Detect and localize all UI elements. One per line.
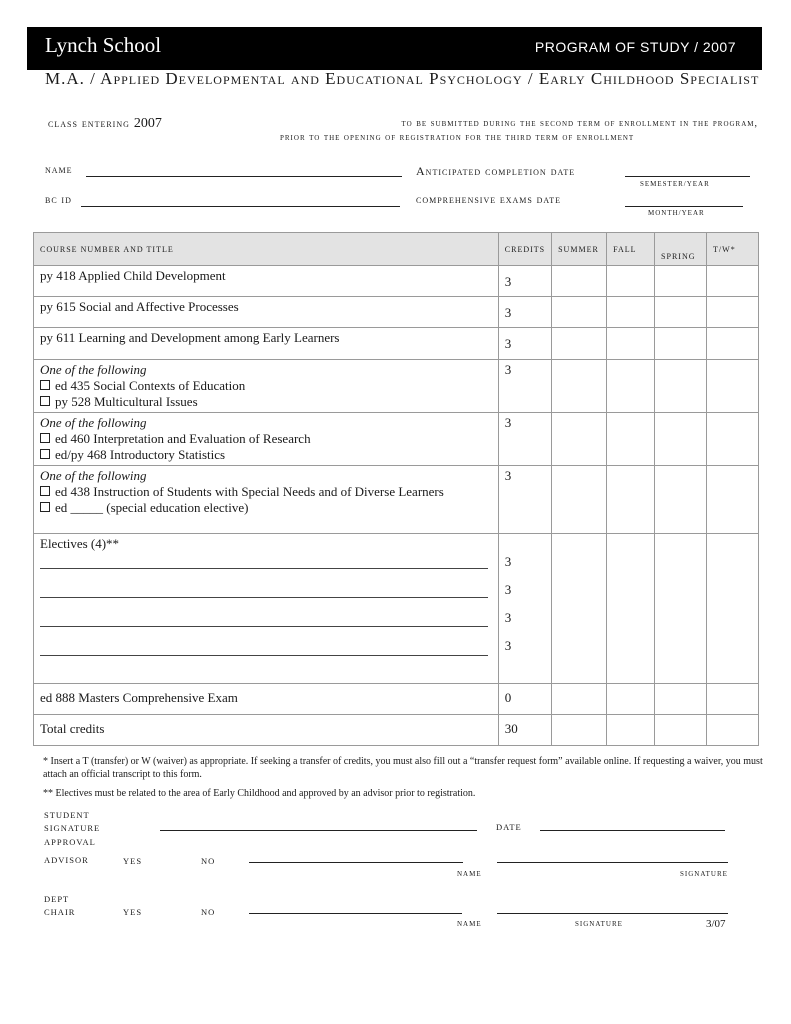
header-summer: SUMMER [552,233,607,266]
tw-cell[interactable] [707,360,759,413]
checkbox-icon[interactable] [40,433,50,443]
tw-cell[interactable] [707,534,759,684]
footnote-electives: ** Electives must be related to the area of Early Childhood and approved by an advisor prior to registration. [43,788,476,799]
elective-credits: 3 [504,554,512,569]
program-label: PROGRAM OF STUDY / 2007 [534,39,736,55]
choice-group [34,360,499,413]
class-entering-year: 2007 [133,116,162,131]
table-row [34,266,759,297]
checkbox-icon[interactable] [40,449,50,459]
dept-yes[interactable]: YES [123,907,143,917]
spring-cell[interactable] [655,466,707,534]
advisor-signature-field[interactable] [497,862,728,863]
summer-cell[interactable] [552,534,607,684]
tw-cell[interactable] [707,266,759,297]
submission-line-2: prior to the opening of registration for the third term of enrollment [280,132,635,143]
total-credits: 30 [498,715,551,746]
elective-credits: 3 [504,582,512,597]
table-row [34,297,759,328]
elective-field[interactable] [40,581,488,598]
table-header-row [34,233,759,266]
date-field[interactable] [540,830,725,831]
checkbox-icon[interactable] [40,380,50,390]
spring-cell[interactable] [655,684,707,715]
summer-cell[interactable] [552,715,607,746]
bcid-field[interactable] [81,206,400,207]
dept-name-field[interactable] [249,913,462,914]
advisor-label: ADVISOR [44,855,89,865]
option-label: ed 460 Interpretation and Evaluation of Research [55,431,311,446]
elective-credits: 3 [504,638,512,653]
header-fall: FALL [607,233,655,266]
choice-group [34,466,499,534]
spring-cell[interactable] [655,360,707,413]
summer-cell[interactable] [552,413,607,466]
student-signature-field[interactable] [160,830,477,831]
spring-cell[interactable] [655,534,707,684]
page-header [27,27,762,70]
elective-field[interactable] [40,639,488,656]
exams-label: comprehensive exams date [416,194,562,206]
choice-option[interactable] [40,447,492,463]
fall-cell[interactable] [607,328,655,360]
header-tw: T/W* [707,233,759,266]
header-credits: CREDITS [498,233,551,266]
spring-cell[interactable] [655,297,707,328]
fall-cell[interactable] [607,360,655,413]
credits-cell [498,534,551,684]
fall-cell[interactable] [607,534,655,684]
total-label: Total credits [34,715,499,746]
completion-label: Anticipated completion date [416,164,576,178]
summer-cell[interactable] [552,360,607,413]
dept-no[interactable]: NO [201,907,216,917]
credits-cell: 3 [498,360,551,413]
elective-field[interactable] [40,552,488,569]
dept-signature-caption: SIGNATURE [575,920,623,928]
advisor-yes[interactable]: YES [123,856,143,866]
course-cell: py 615 Social and Affective Processes [34,297,499,328]
tw-cell[interactable] [707,413,759,466]
submission-instructions [278,117,758,145]
header-spring: SPRING [655,233,707,266]
checkbox-icon[interactable] [40,502,50,512]
submission-line-1: to be submitted during the second term of enrollment in the program, [401,118,758,129]
course-cell: ed 888 Masters Comprehensive Exam [34,684,499,715]
table-row [34,328,759,360]
exam-row [34,684,759,715]
credits-cell: 0 [498,684,551,715]
course-cell: py 418 Applied Child Development [34,266,499,297]
dept-label-line: DEPT [44,894,70,904]
class-entering-label: class entering [48,116,130,130]
tw-cell[interactable] [707,684,759,715]
spring-cell[interactable] [655,328,707,360]
checkbox-icon[interactable] [40,396,50,406]
tw-cell[interactable] [707,328,759,360]
choice-group [34,413,499,466]
summer-cell[interactable] [552,684,607,715]
choice-option[interactable] [40,394,492,410]
option-label: ed 438 Instruction of Students with Special Needs and of Diverse Learners [55,484,444,499]
choice-row [34,413,759,466]
dept-signature-field[interactable] [497,913,728,914]
advisor-no[interactable]: NO [201,856,216,866]
chair-label-line: CHAIR [44,907,76,917]
tw-cell[interactable] [707,715,759,746]
spring-cell[interactable] [655,715,707,746]
signature-label-line: SIGNATURE [44,823,101,833]
footnotes [43,755,778,800]
choice-heading: One of the following [40,468,147,483]
advisor-signature-caption: SIGNATURE [680,870,728,878]
checkbox-icon[interactable] [40,486,50,496]
exams-date-field[interactable] [625,206,743,207]
approval-label: APPROVAL [44,837,96,847]
electives-label: Electives (4)** [40,536,120,551]
credits-cell: 3 [498,466,551,534]
choice-row [34,360,759,413]
exams-caption: MONTH/YEAR [648,209,705,217]
fall-cell[interactable] [607,715,655,746]
dept-chair-label [44,893,75,919]
fall-cell[interactable] [607,266,655,297]
spring-cell[interactable] [655,413,707,466]
choice-heading: One of the following [40,415,147,430]
elective-credits: 3 [504,610,512,625]
tw-cell[interactable] [707,297,759,328]
fall-cell[interactable] [607,684,655,715]
summer-cell[interactable] [552,466,607,534]
electives-cell [34,534,499,684]
choice-option[interactable] [40,484,492,500]
class-entering [48,114,162,132]
date-label: DATE [496,822,522,832]
option-label: ed/py 468 Introductory Statistics [55,447,226,462]
total-row [34,715,759,746]
choice-option[interactable] [40,431,492,447]
choice-option[interactable] [40,378,492,394]
course-cell: py 611 Learning and Development among Early Learners [34,328,499,360]
summer-cell[interactable] [552,297,607,328]
fall-cell[interactable] [607,466,655,534]
option-label: py 528 Multicultural Issues [55,394,198,409]
fall-cell[interactable] [607,413,655,466]
bcid-label: bc id [45,194,72,206]
spring-cell[interactable] [655,266,707,297]
student-signature-label [44,809,100,835]
electives-row [34,534,759,684]
choice-option[interactable] [40,500,492,516]
completion-date-field[interactable] [625,176,750,177]
credits-cell: 3 [498,328,551,360]
course-table [33,232,759,746]
form-code: 3/07 [706,918,726,930]
summer-cell[interactable] [552,266,607,297]
choice-row [34,466,759,534]
name-label: name [45,164,73,176]
credits-cell: 3 [498,266,551,297]
school-name: Lynch School [45,33,162,57]
option-label: ed _____ (special education elective) [55,500,249,515]
tw-cell[interactable] [707,466,759,534]
footnote-transfer: * Insert a T (transfer) or W (waiver) as appropriate. If seeking a transfer of credits, you must also fill out a “transfer request form” available online. If requesting a waiver, you must attach an official transcript to this form. [43,756,763,780]
fall-cell[interactable] [607,297,655,328]
name-field[interactable] [86,176,402,177]
advisor-name-field[interactable] [249,862,463,863]
page-title: M.A. / Applied Developmental and Educational Psychology / Early Childhood Specialist [45,69,760,88]
student-label-line: STUDENT [44,810,90,820]
credits-cell: 3 [498,413,551,466]
choice-heading: One of the following [40,362,147,377]
elective-field[interactable] [40,610,488,627]
completion-caption: SEMESTER/YEAR [640,180,710,188]
credits-cell: 3 [498,297,551,328]
advisor-name-caption: NAME [457,870,482,878]
summer-cell[interactable] [552,328,607,360]
header-course: COURSE NUMBER AND TITLE [34,233,499,266]
option-label: ed 435 Social Contexts of Education [55,378,246,393]
dept-name-caption: NAME [457,920,482,928]
